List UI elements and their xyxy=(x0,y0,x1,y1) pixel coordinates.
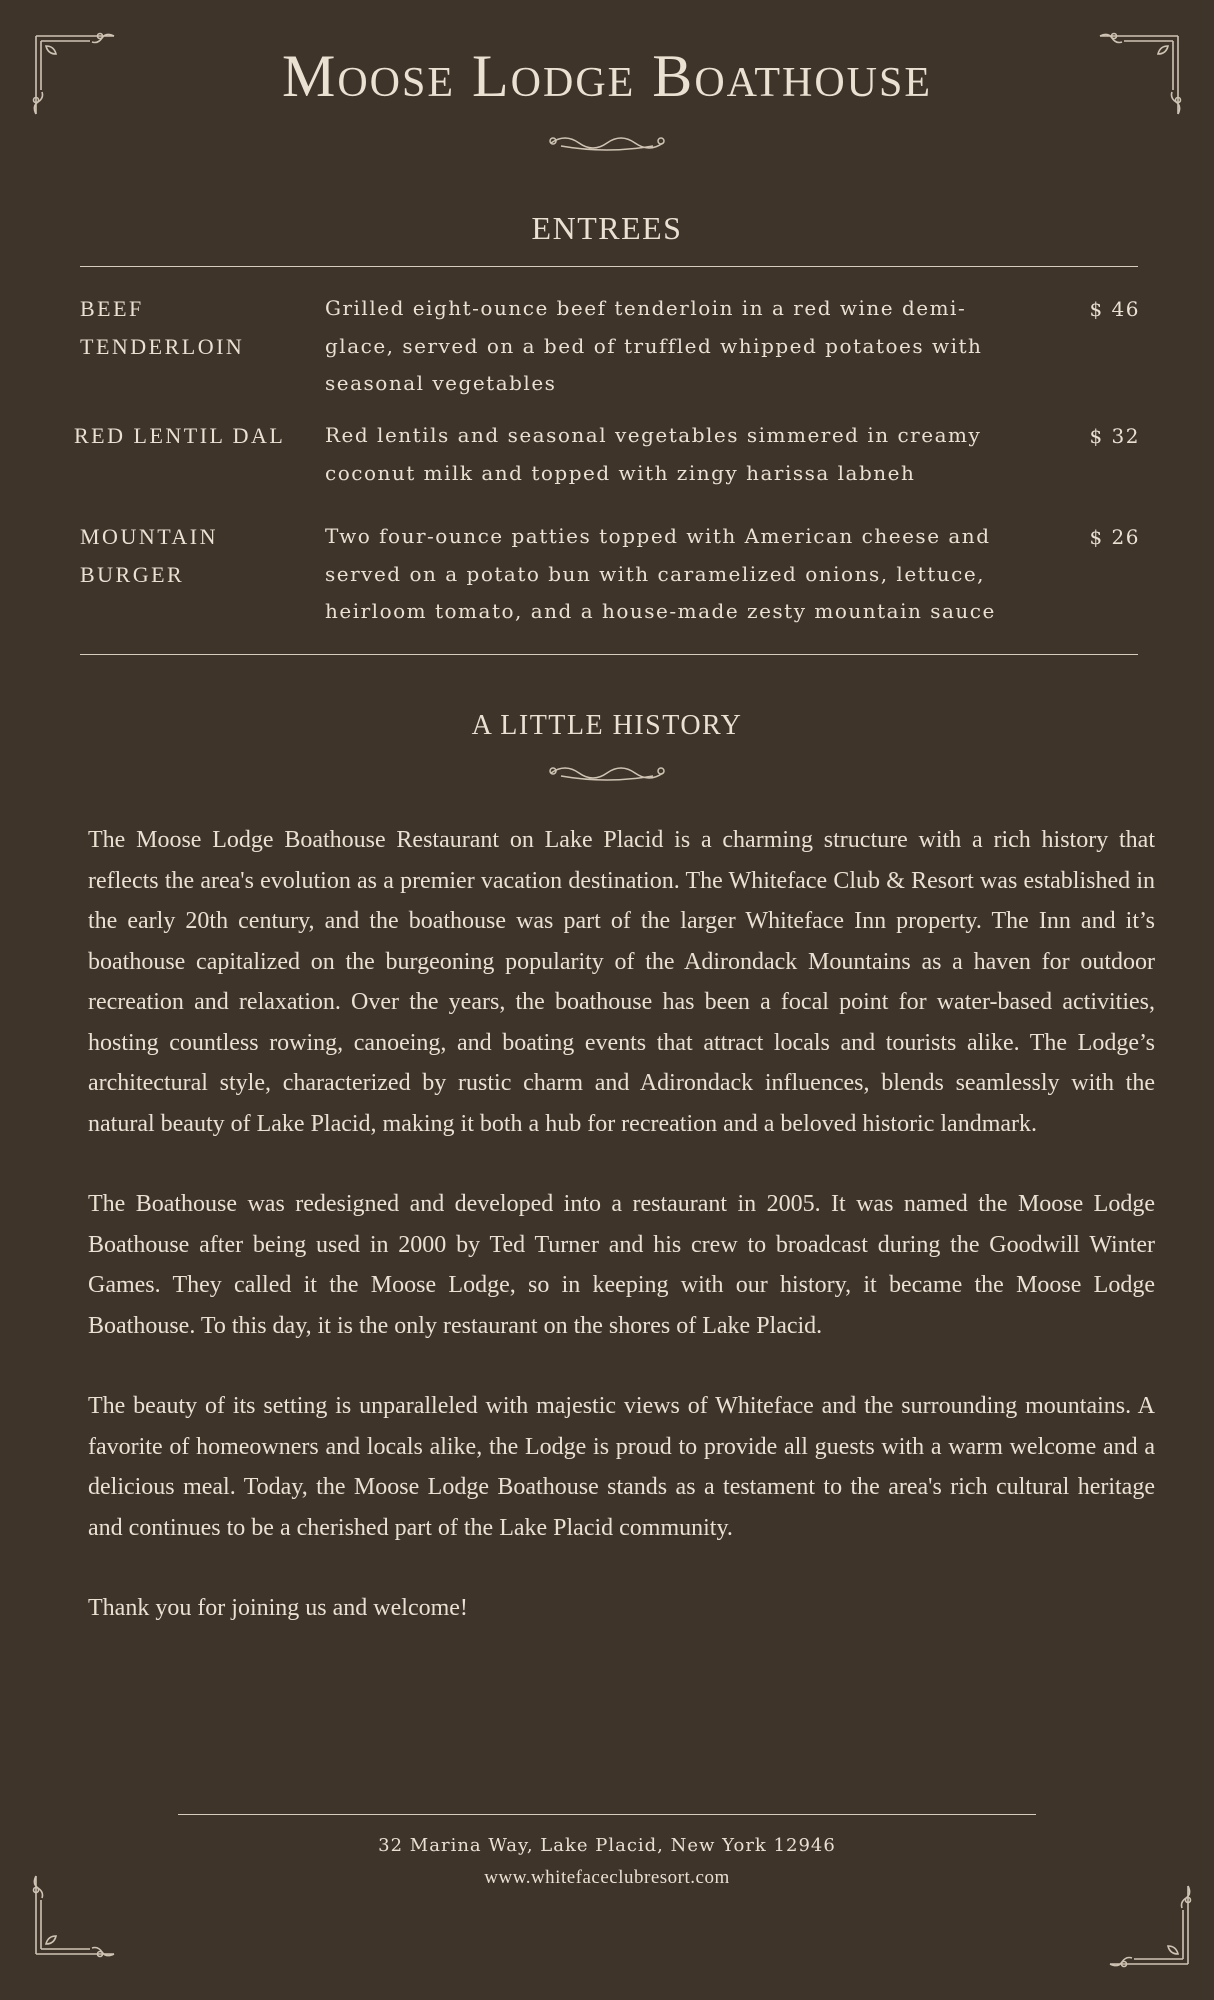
menu-item-description: Two four-ounce patties topped with American cheese and served on a potato bun with caramelized onions, lettuce, heirloom tomato, and a house-made zesty mountain sauce xyxy=(325,524,996,623)
history-heading: A LITTLE HISTORY xyxy=(471,710,743,741)
menu-item-name: BEEF TENDERLOIN xyxy=(80,296,245,359)
menu-item-description: Red lentils and seasonal vegetables simmered in creamy coconut milk and topped with zingy harissa labneh xyxy=(325,423,982,485)
menu-item-description: Grilled eight-ounce beef tenderloin in a red wine demi-glace, served on a bed of truffled whipped potatoes with seasonal vegetables xyxy=(325,296,983,395)
menu-item-name: RED LENTIL DAL xyxy=(74,423,286,448)
entrees-bottom-divider xyxy=(80,654,1138,655)
footer-address: 32 Marina Way, Lake Placid, New York 12946 xyxy=(378,1835,836,1856)
entrees-top-divider xyxy=(80,266,1138,267)
menu-item-price: $ 26 xyxy=(1089,525,1140,549)
footer-divider xyxy=(178,1814,1036,1815)
menu-item-price: $ 32 xyxy=(1089,424,1140,448)
corner-flourish-icon xyxy=(1104,1880,1194,1970)
menu-item-name: MOUNTAIN BURGER xyxy=(80,524,219,587)
footer-website-link[interactable]: www.whitefaceclubresort.com xyxy=(484,1867,730,1888)
closing-line: Thank you for joining us and welcome! xyxy=(88,1595,468,1621)
history-paragraph: The beauty of its setting is unparalleled with majestic views of Whiteface and the surrounding mountains. A favorite of homeowners and locals alike, the Lodge is proud to provide all guests with a warm welcome and a delicious meal. Today, the Moose Lodge Boathouse stands as a testament to the area's rich cultural heritage and continues to be a cherished part of the Lake Placid community. xyxy=(88,1393,1155,1541)
history-paragraph: The Moose Lodge Boathouse Restaurant on Lake Placid is a charming structure with a rich history that reflects the area's evolution as a premier vacation destination. The Whiteface Club & Resort was established in the early 20th century, and the boathouse was part of the larger Whiteface Inn property. The Inn and it’s boathouse capitalized on the burgeoning popularity of the Adirondack Mountains as a haven for outdoor recreation and relaxation. Over the years, the boathouse has been a focal point for water-based activities, hosting countless rowing, canoeing, and boating events that attract locals and tourists alike. The Lodge’s architectural style, characterized by rustic charm and Adirondack influences, blends seamlessly with the natural beauty of Lake Placid, making it both a hub for recreation and a beloved historic landmark. xyxy=(88,827,1155,1137)
menu-item-price: $ 46 xyxy=(1089,297,1140,321)
scroll-flourish-icon xyxy=(547,132,667,154)
entrees-heading: ENTREES xyxy=(531,210,683,246)
history-text xyxy=(88,820,1155,1669)
scroll-flourish-icon xyxy=(547,762,667,784)
history-paragraph: The Boathouse was redesigned and developed into a restaurant in 2005. It was named the Moose Lodge Boathouse after being used in 2000 by Ted Turner and his crew to broadcast during the Goodwill Winter Games. They called it the Moose Lodge, so in keeping with our history, it became the Moose Lodge Boathouse. To this day, it is the only restaurant on the shores of Lake Placid. xyxy=(88,1191,1155,1339)
page-title: Moose Lodge Boathouse xyxy=(281,43,932,109)
